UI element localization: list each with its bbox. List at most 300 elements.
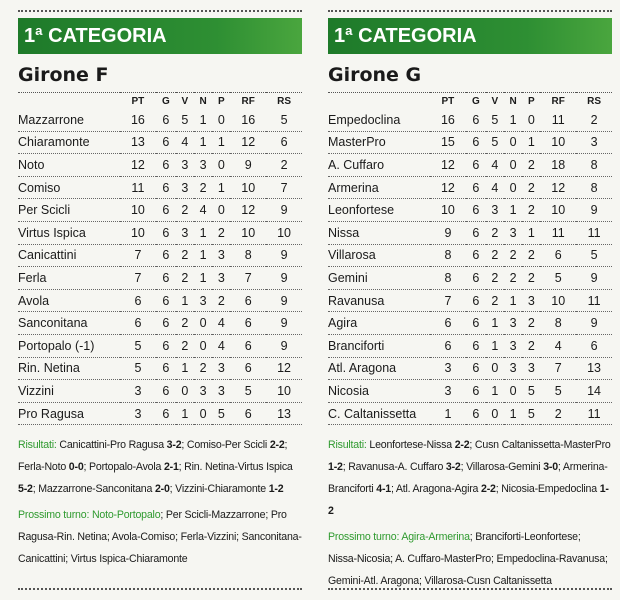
match-score: 1-2 bbox=[268, 483, 284, 496]
stat-cell: 3 bbox=[212, 267, 230, 290]
stat-cell: 0 bbox=[486, 357, 504, 380]
match-score: 3-0 bbox=[543, 461, 558, 474]
match-name: Leonfortese-Nissa bbox=[369, 439, 452, 452]
stat-cell: 1 bbox=[176, 289, 194, 312]
standings-column-girone-f bbox=[18, 10, 302, 570]
stat-cell: 7 bbox=[120, 244, 156, 267]
next-match: Noto-Portopalo bbox=[91, 509, 161, 522]
stat-cell: 0 bbox=[212, 109, 230, 131]
stat-cell: 10 bbox=[230, 176, 266, 199]
stat-cell: 6 bbox=[466, 312, 486, 335]
team-name: Vizzini bbox=[18, 380, 120, 403]
stat-cell: 2 bbox=[522, 176, 540, 199]
stat-cell: 7 bbox=[230, 267, 266, 290]
stat-cell: 10 bbox=[540, 199, 576, 222]
column-header: G bbox=[156, 93, 176, 110]
stat-cell: 11 bbox=[576, 221, 612, 244]
bottom-divider bbox=[328, 588, 612, 590]
stat-cell: 1 bbox=[504, 199, 523, 222]
stat-cell: 3 bbox=[212, 244, 230, 267]
team-name: Mazzarrone bbox=[18, 109, 120, 131]
stat-cell: 2 bbox=[576, 109, 612, 131]
stat-cell: 5 bbox=[120, 334, 156, 357]
team-name: A. Cuffaro bbox=[328, 154, 430, 177]
column-header: V bbox=[486, 93, 504, 110]
category-banner: 1ª CATEGORIA bbox=[18, 18, 302, 54]
team-name: Branciforti bbox=[328, 334, 430, 357]
table-row bbox=[328, 109, 612, 131]
stat-cell: 2 bbox=[212, 289, 230, 312]
stat-cell: 10 bbox=[540, 131, 576, 154]
stat-cell: 11 bbox=[576, 289, 612, 312]
table-row bbox=[328, 267, 612, 290]
stat-cell: 10 bbox=[120, 199, 156, 222]
stat-cell: 2 bbox=[504, 244, 523, 267]
stat-cell: 12 bbox=[230, 199, 266, 222]
stat-cell: 10 bbox=[230, 221, 266, 244]
stat-cell: 0 bbox=[504, 131, 523, 154]
stat-cell: 6 bbox=[466, 244, 486, 267]
stat-cell: 9 bbox=[576, 267, 612, 290]
stat-cell: 0 bbox=[194, 312, 213, 335]
stat-cell: 1 bbox=[194, 244, 213, 267]
stat-cell: 6 bbox=[230, 334, 266, 357]
next-match: Sanconitana-Canicattini bbox=[18, 531, 302, 566]
match-score: 2-2 bbox=[481, 483, 496, 496]
stat-cell: 1 bbox=[212, 176, 230, 199]
stat-cell: 2 bbox=[522, 267, 540, 290]
next-match: Ferla-Vizzini bbox=[180, 531, 237, 544]
stat-cell: 0 bbox=[522, 109, 540, 131]
match-name: Cusn Caltanissetta-MasterPro bbox=[474, 439, 611, 452]
table-row bbox=[328, 380, 612, 403]
stat-cell: 3 bbox=[430, 380, 466, 403]
stat-cell: 5 bbox=[212, 402, 230, 425]
team-name: Chiaramonte bbox=[18, 131, 120, 154]
stat-cell: 2 bbox=[486, 289, 504, 312]
stat-cell: 12 bbox=[120, 154, 156, 177]
stat-cell: 5 bbox=[540, 267, 576, 290]
match-score: 3-2 bbox=[166, 439, 182, 452]
stat-cell: 0 bbox=[194, 334, 213, 357]
results-block bbox=[328, 434, 612, 592]
stat-cell: 5 bbox=[522, 380, 540, 403]
stat-cell: 6 bbox=[230, 312, 266, 335]
standings-table bbox=[328, 92, 612, 425]
stat-cell: 6 bbox=[230, 402, 266, 425]
column-header: G bbox=[466, 93, 486, 110]
match-name: Portopalo-Avola bbox=[89, 461, 162, 474]
match-name: Nicosia-Empedoclina bbox=[501, 483, 597, 496]
stat-cell: 3 bbox=[194, 289, 213, 312]
stat-cell: 10 bbox=[120, 221, 156, 244]
stat-cell: 9 bbox=[576, 312, 612, 335]
stat-cell: 10 bbox=[266, 221, 302, 244]
next-round-label: Prossimo turno: bbox=[328, 531, 400, 544]
stat-cell: 3 bbox=[120, 380, 156, 403]
table-row bbox=[328, 312, 612, 335]
next-round-paragraph: Prossimo turno: Agira-Armerina; Branciforti-Leonfortese; Nissa-Nicosia; A. Cuffaro-MasterPro; Empedoclina-Ravanusa; Gemini-Atl. Aragona; Villarosa-Cusn Caltanissetta bbox=[328, 531, 608, 588]
table-row bbox=[18, 289, 302, 312]
stat-cell: 6 bbox=[156, 109, 176, 131]
match-name: Canicattini-Pro Ragusa bbox=[59, 439, 164, 452]
stat-cell: 7 bbox=[430, 289, 466, 312]
stat-cell: 3 bbox=[120, 402, 156, 425]
stat-cell: 6 bbox=[466, 289, 486, 312]
stat-cell: 11 bbox=[576, 402, 612, 425]
stat-cell: 4 bbox=[176, 131, 194, 154]
stat-cell: 6 bbox=[466, 154, 486, 177]
team-name: Ferla bbox=[18, 267, 120, 290]
team-name: Empedoclina bbox=[328, 109, 430, 131]
stat-cell: 1 bbox=[176, 402, 194, 425]
table-header-row bbox=[328, 93, 612, 110]
next-round-label: Prossimo turno: bbox=[18, 509, 90, 522]
stat-cell: 3 bbox=[212, 380, 230, 403]
team-name: Armerina bbox=[328, 176, 430, 199]
stat-cell: 1 bbox=[194, 109, 213, 131]
team-name: C. Caltanissetta bbox=[328, 402, 430, 425]
stat-cell: 6 bbox=[466, 131, 486, 154]
stat-cell: 0 bbox=[504, 176, 523, 199]
stat-cell: 2 bbox=[194, 176, 213, 199]
team-name: Ravanusa bbox=[328, 289, 430, 312]
stat-cell: 1 bbox=[504, 402, 523, 425]
stat-cell: 9 bbox=[266, 199, 302, 222]
table-row bbox=[18, 402, 302, 425]
stat-cell: 1 bbox=[194, 221, 213, 244]
team-name: Gemini bbox=[328, 267, 430, 290]
stat-cell: 6 bbox=[156, 402, 176, 425]
match-score: 3-2 bbox=[445, 461, 461, 474]
stat-cell: 6 bbox=[540, 244, 576, 267]
stat-cell: 4 bbox=[486, 154, 504, 177]
next-match: A. Cuffaro-MasterPro bbox=[395, 553, 491, 566]
stat-cell: 6 bbox=[156, 380, 176, 403]
stat-cell: 8 bbox=[576, 176, 612, 199]
team-name: Leonfortese bbox=[328, 199, 430, 222]
results-label: Risultati: bbox=[18, 439, 57, 452]
stat-cell: 9 bbox=[266, 289, 302, 312]
stat-cell: 2 bbox=[486, 267, 504, 290]
stat-cell: 2 bbox=[266, 154, 302, 177]
next-round-paragraph: Prossimo turno: Noto-Portopalo; Per Scicli-Mazzarrone; Pro Ragusa-Rin. Netina; Avola-Comiso; Ferla-Vizzini; Sanconitana-Canicattini; Virtus Ispica-Chiaramonte bbox=[18, 509, 302, 566]
table-row bbox=[18, 109, 302, 131]
stat-cell: 6 bbox=[156, 221, 176, 244]
stat-cell: 6 bbox=[466, 334, 486, 357]
standings-table bbox=[18, 92, 302, 425]
stat-cell: 6 bbox=[156, 244, 176, 267]
stat-cell: 2 bbox=[176, 244, 194, 267]
stat-cell: 3 bbox=[504, 221, 523, 244]
stat-cell: 0 bbox=[486, 402, 504, 425]
stat-cell: 5 bbox=[576, 244, 612, 267]
column-header: RS bbox=[266, 93, 302, 110]
column-header: RF bbox=[540, 93, 576, 110]
stat-cell: 7 bbox=[540, 357, 576, 380]
stat-cell: 4 bbox=[486, 176, 504, 199]
stat-cell: 6 bbox=[156, 312, 176, 335]
stat-cell: 8 bbox=[430, 244, 466, 267]
match-score: 0-0 bbox=[68, 461, 84, 474]
category-banner: 1ª CATEGORIA bbox=[328, 18, 612, 54]
stat-cell: 2 bbox=[194, 357, 213, 380]
team-name: Comiso bbox=[18, 176, 120, 199]
stat-cell: 1 bbox=[504, 289, 523, 312]
stat-cell: 5 bbox=[540, 380, 576, 403]
stat-cell: 5 bbox=[176, 109, 194, 131]
next-match: Branciforti-Leonfortese bbox=[475, 531, 578, 544]
bottom-divider bbox=[18, 588, 302, 590]
next-match: Villarosa-Cusn Caltanissetta bbox=[424, 575, 552, 588]
stat-cell: 2 bbox=[486, 244, 504, 267]
team-name: Atl. Aragona bbox=[328, 357, 430, 380]
table-row bbox=[328, 402, 612, 425]
stat-cell: 2 bbox=[176, 199, 194, 222]
stat-cell: 9 bbox=[266, 244, 302, 267]
table-row bbox=[18, 176, 302, 199]
stat-cell: 6 bbox=[466, 199, 486, 222]
stat-cell: 5 bbox=[486, 131, 504, 154]
stat-cell: 2 bbox=[504, 267, 523, 290]
stat-cell: 5 bbox=[486, 109, 504, 131]
match-name: Ravanusa-A. Cuffaro bbox=[348, 461, 444, 474]
match-score: 1-2 bbox=[328, 461, 343, 474]
stat-cell: 2 bbox=[212, 221, 230, 244]
stat-cell: 9 bbox=[230, 154, 266, 177]
stat-cell: 2 bbox=[540, 402, 576, 425]
table-row bbox=[18, 154, 302, 177]
next-match: Virtus Ispica-Chiaramonte bbox=[70, 553, 188, 566]
team-name: Canicattini bbox=[18, 244, 120, 267]
table-row bbox=[328, 199, 612, 222]
table-row bbox=[18, 131, 302, 154]
stat-cell: 6 bbox=[156, 334, 176, 357]
stat-cell: 6 bbox=[156, 131, 176, 154]
team-name: Per Scicli bbox=[18, 199, 120, 222]
stat-cell: 6 bbox=[466, 380, 486, 403]
table-row bbox=[18, 244, 302, 267]
stat-cell: 2 bbox=[176, 312, 194, 335]
table-row bbox=[328, 131, 612, 154]
stat-cell: 6 bbox=[156, 267, 176, 290]
next-match: Nissa-Nicosia bbox=[328, 553, 391, 566]
stat-cell: 6 bbox=[266, 131, 302, 154]
team-name: Villarosa bbox=[328, 244, 430, 267]
stat-cell: 0 bbox=[504, 380, 523, 403]
top-divider bbox=[328, 10, 612, 12]
stat-cell: 9 bbox=[266, 334, 302, 357]
column-header: P bbox=[522, 93, 540, 110]
stat-cell: 1 bbox=[486, 380, 504, 403]
table-row bbox=[18, 267, 302, 290]
stat-cell: 3 bbox=[212, 357, 230, 380]
stat-cell: 2 bbox=[522, 334, 540, 357]
results-block bbox=[18, 434, 302, 570]
column-header: N bbox=[504, 93, 523, 110]
match-name: Ferla-Noto bbox=[18, 461, 67, 474]
stat-cell: 16 bbox=[430, 109, 466, 131]
stat-cell: 16 bbox=[230, 109, 266, 131]
table-header-row bbox=[18, 93, 302, 110]
table-row bbox=[328, 357, 612, 380]
stat-cell: 3 bbox=[176, 176, 194, 199]
stat-cell: 4 bbox=[194, 199, 213, 222]
team-name: MasterPro bbox=[328, 131, 430, 154]
stat-cell: 6 bbox=[230, 289, 266, 312]
table-row bbox=[18, 334, 302, 357]
stat-cell: 0 bbox=[504, 154, 523, 177]
next-match: Empedoclina-Ravanusa bbox=[496, 553, 605, 566]
stat-cell: 3 bbox=[504, 357, 523, 380]
results-paragraph: Risultati: Canicattini-Pro Ragusa 3-2; Comiso-Per Scicli 2-2; Ferla-Noto 0-0; Portopalo-Avola 2-1; Rin. Netina-Virtus Ispica 5-2; Mazzarrone-Sanconitana 2-0; Vizzini-Chiaramonte 1-2 bbox=[18, 439, 293, 496]
column-header: V bbox=[176, 93, 194, 110]
stat-cell: 1 bbox=[430, 402, 466, 425]
stat-cell: 8 bbox=[230, 244, 266, 267]
match-score: 1-2 bbox=[328, 483, 609, 518]
stat-cell: 8 bbox=[576, 154, 612, 177]
stat-cell: 1 bbox=[486, 334, 504, 357]
stat-cell: 3 bbox=[194, 380, 213, 403]
girone-title: Girone G bbox=[328, 64, 422, 86]
stat-cell: 18 bbox=[540, 154, 576, 177]
header-team bbox=[18, 93, 120, 110]
stat-cell: 12 bbox=[266, 357, 302, 380]
stat-cell: 13 bbox=[120, 131, 156, 154]
stat-cell: 7 bbox=[266, 176, 302, 199]
stat-cell: 3 bbox=[522, 357, 540, 380]
stat-cell: 9 bbox=[266, 312, 302, 335]
column-header: RS bbox=[576, 93, 612, 110]
stat-cell: 1 bbox=[176, 357, 194, 380]
standings-column-girone-g bbox=[328, 10, 612, 592]
results-label: Risultati: bbox=[328, 439, 367, 452]
stat-cell: 3 bbox=[486, 199, 504, 222]
stat-cell: 1 bbox=[522, 221, 540, 244]
stat-cell: 3 bbox=[430, 357, 466, 380]
stat-cell: 4 bbox=[540, 334, 576, 357]
stat-cell: 3 bbox=[576, 131, 612, 154]
match-name: Rin. Netina-Virtus Ispica bbox=[184, 461, 293, 474]
match-name: Atl. Aragona-Agira bbox=[395, 483, 479, 496]
table-row bbox=[328, 289, 612, 312]
stat-cell: 0 bbox=[176, 380, 194, 403]
team-name: Sanconitana bbox=[18, 312, 120, 335]
table-row bbox=[18, 312, 302, 335]
stat-cell: 6 bbox=[576, 334, 612, 357]
match-score: 2-0 bbox=[154, 483, 170, 496]
next-match: Pro Ragusa-Rin. Netina bbox=[18, 509, 287, 544]
stat-cell: 14 bbox=[576, 380, 612, 403]
stat-cell: 6 bbox=[156, 199, 176, 222]
team-name: Rin. Netina bbox=[18, 357, 120, 380]
stat-cell: 3 bbox=[504, 312, 523, 335]
stat-cell: 2 bbox=[176, 334, 194, 357]
results-paragraph: Risultati: Leonfortese-Nissa 2-2; Cusn Caltanissetta-MasterPro 1-2; Ravanusa-A. Cuffaro 3-2; Villarosa-Gemini 3-0; Armerina-Branciforti 4-1; Atl. Aragona-Agira 2-2; Nicosia-Empedoclina 1-2 bbox=[328, 439, 611, 518]
table-row bbox=[328, 221, 612, 244]
team-name: Virtus Ispica bbox=[18, 221, 120, 244]
stat-cell: 2 bbox=[522, 199, 540, 222]
stat-cell: 6 bbox=[466, 176, 486, 199]
stat-cell: 1 bbox=[486, 312, 504, 335]
stat-cell: 6 bbox=[230, 357, 266, 380]
stat-cell: 11 bbox=[540, 221, 576, 244]
stat-cell: 6 bbox=[156, 357, 176, 380]
stat-cell: 3 bbox=[176, 221, 194, 244]
header-team bbox=[328, 93, 430, 110]
next-match: Agira-Armerina bbox=[401, 531, 470, 544]
stat-cell: 4 bbox=[212, 334, 230, 357]
stat-cell: 6 bbox=[430, 334, 466, 357]
next-match: Avola-Comiso bbox=[111, 531, 176, 544]
stat-cell: 2 bbox=[522, 244, 540, 267]
table-row bbox=[328, 334, 612, 357]
stat-cell: 2 bbox=[522, 154, 540, 177]
stat-cell: 13 bbox=[576, 357, 612, 380]
stat-cell: 9 bbox=[430, 221, 466, 244]
team-name: Noto bbox=[18, 154, 120, 177]
stat-cell: 6 bbox=[156, 176, 176, 199]
match-name: Armerina-Branciforti bbox=[328, 461, 608, 496]
match-name: Vizzini-Chiaramonte bbox=[175, 483, 266, 496]
team-name: Nicosia bbox=[328, 380, 430, 403]
stat-cell: 6 bbox=[466, 402, 486, 425]
stat-cell: 7 bbox=[120, 267, 156, 290]
column-header: RF bbox=[230, 93, 266, 110]
stat-cell: 10 bbox=[430, 199, 466, 222]
stat-cell: 9 bbox=[266, 267, 302, 290]
stat-cell: 12 bbox=[540, 176, 576, 199]
stat-cell: 2 bbox=[522, 312, 540, 335]
stat-cell: 11 bbox=[540, 109, 576, 131]
stat-cell: 6 bbox=[466, 357, 486, 380]
stat-cell: 3 bbox=[176, 154, 194, 177]
column-header: N bbox=[194, 93, 213, 110]
match-score: 2-2 bbox=[454, 439, 470, 452]
match-score: 2-2 bbox=[269, 439, 285, 452]
table-row bbox=[18, 199, 302, 222]
stat-cell: 2 bbox=[176, 267, 194, 290]
stat-cell: 10 bbox=[266, 380, 302, 403]
stat-cell: 8 bbox=[430, 267, 466, 290]
match-name: Comiso-Per Scicli bbox=[186, 439, 268, 452]
stat-cell: 3 bbox=[504, 334, 523, 357]
next-match: Gemini-Atl. Aragona bbox=[328, 575, 420, 588]
stat-cell: 15 bbox=[430, 131, 466, 154]
stat-cell: 6 bbox=[120, 289, 156, 312]
stat-cell: 1 bbox=[522, 131, 540, 154]
column-header: PT bbox=[120, 93, 156, 110]
stat-cell: 9 bbox=[576, 199, 612, 222]
team-name: Avola bbox=[18, 289, 120, 312]
stat-cell: 1 bbox=[194, 131, 213, 154]
top-divider bbox=[18, 10, 302, 12]
stat-cell: 0 bbox=[194, 402, 213, 425]
stat-cell: 12 bbox=[230, 131, 266, 154]
next-match: Per Scicli-Mazzarrone bbox=[165, 509, 266, 522]
team-name: Nissa bbox=[328, 221, 430, 244]
column-header: P bbox=[212, 93, 230, 110]
stat-cell: 5 bbox=[522, 402, 540, 425]
stat-cell: 6 bbox=[120, 312, 156, 335]
match-name: Mazzarrone-Sanconitana bbox=[38, 483, 153, 496]
match-score: 2-1 bbox=[163, 461, 179, 474]
stat-cell: 3 bbox=[522, 289, 540, 312]
stat-cell: 1 bbox=[212, 131, 230, 154]
stat-cell: 1 bbox=[504, 109, 523, 131]
stat-cell: 5 bbox=[230, 380, 266, 403]
stat-cell: 6 bbox=[466, 221, 486, 244]
